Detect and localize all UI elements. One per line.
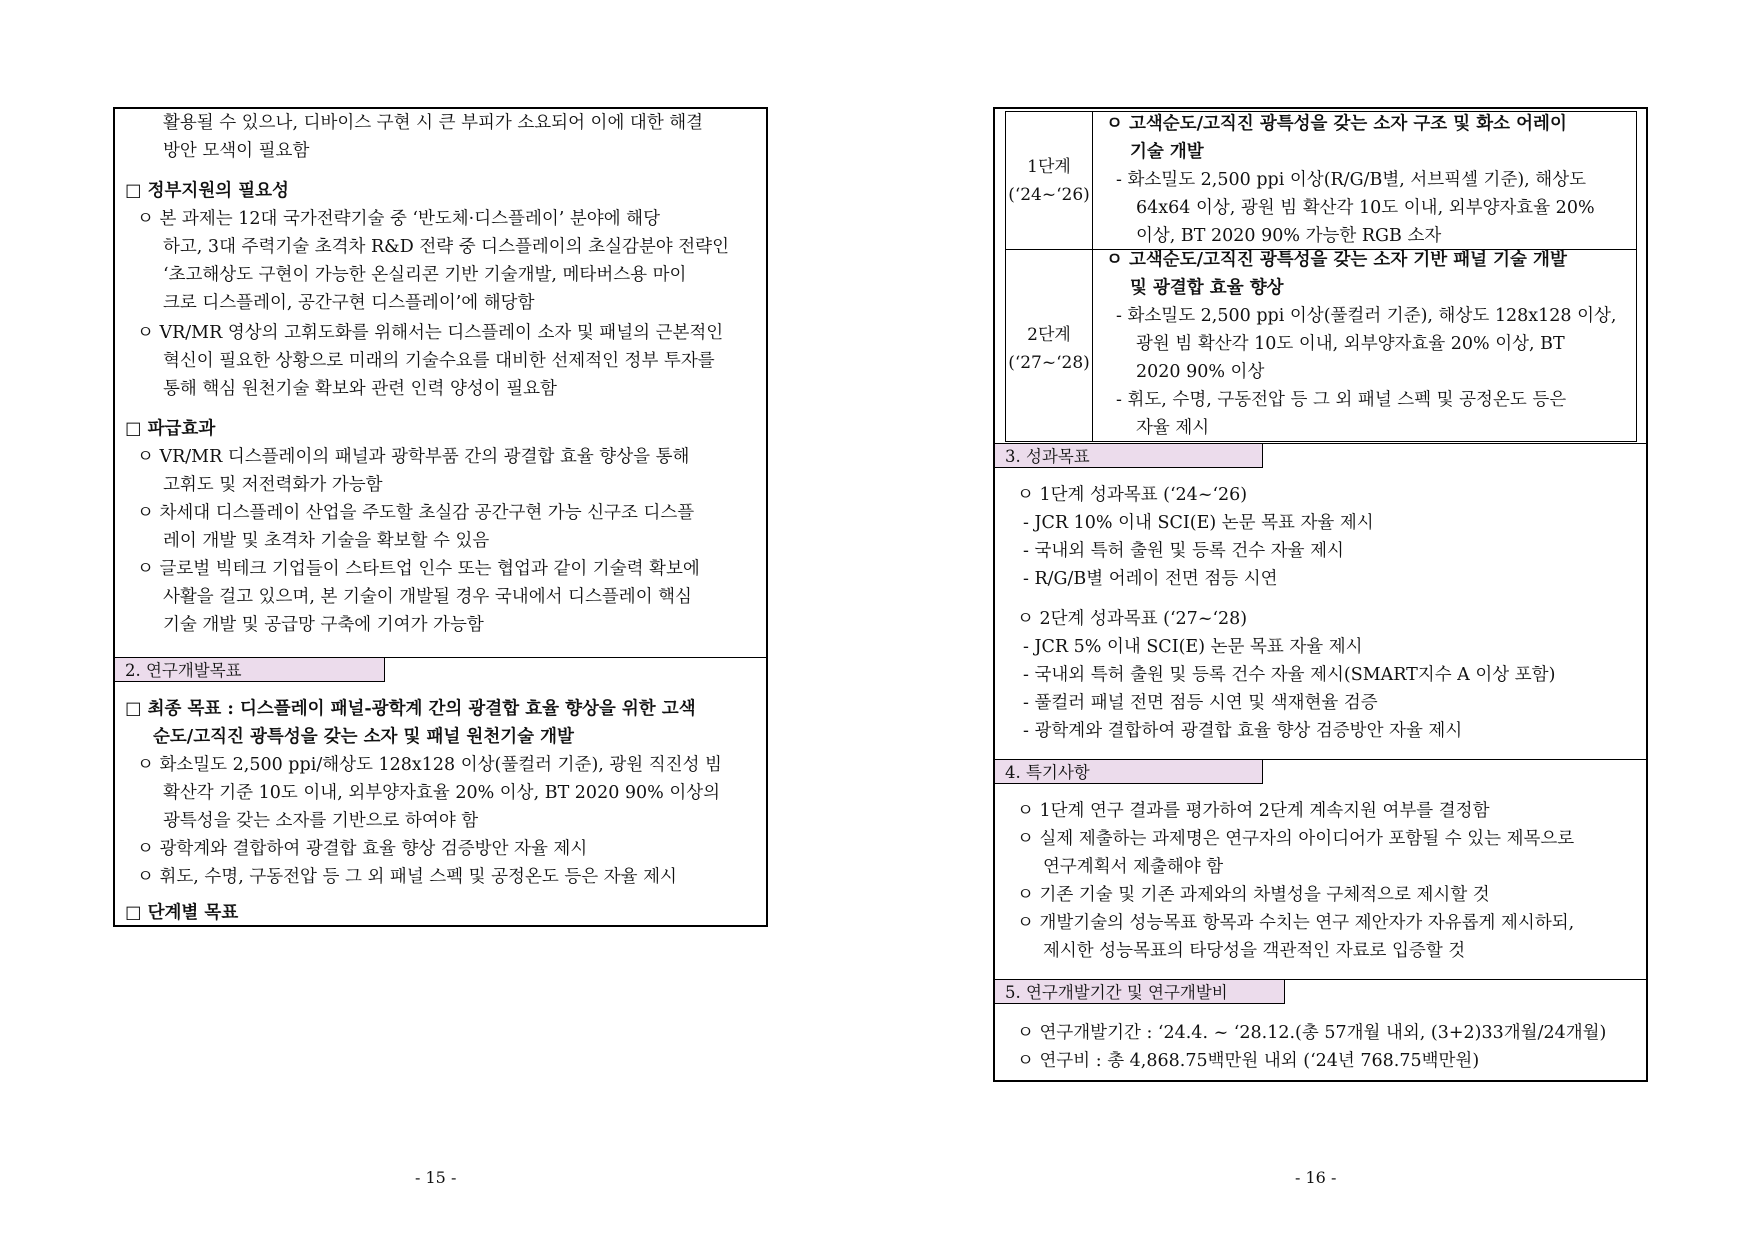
bullet-line: ㅇ 글로벌 빅테크 기업들이 스타트업 인수 또는 협업과 같이 기술력 확보에 [137, 559, 700, 579]
section-tag-research-goal: 2. 연구개발목표 [115, 657, 385, 682]
dash-line: - 국내외 특허 출원 및 등록 건수 자율 제시(SMART지수 A 이상 포함) [1023, 665, 1556, 685]
bullet-line: ㅇ 1단계 성과목표 (‘24~‘26) [1017, 485, 1248, 505]
text-line: 및 광결합 효율 향상 [1130, 278, 1284, 298]
dash-line: - 휘도, 수명, 구동전압 등 그 외 패널 스펙 및 공정온도 등은 [1116, 390, 1567, 410]
dash-line: - JCR 5% 이내 SCI(E) 논문 목표 자율 제시 [1023, 637, 1363, 657]
stage-table [1005, 111, 1637, 442]
bullet-line: ㅇ 화소밀도 2,500 ppi/해상도 128x128 이상(풀컬러 기준), 광원 직진성 빔 [137, 755, 722, 775]
text-line: 자율 제시 [1136, 418, 1210, 438]
bullet-line: ㅇ 연구비 : 총 4,868.75백만원 내외 (‘24년 768.75백만원) [1017, 1051, 1480, 1071]
bullet-line: ㅇ 본 과제는 12대 국가전략기술 중 ‘반도체·디스플레이’ 분야에 해당 [137, 209, 660, 229]
text-line: 확산각 기준 10도 이내, 외부양자효율 20% 이상, BT 2020 90% 이상의 [163, 783, 721, 803]
dash-line: - 국내외 특허 출원 및 등록 건수 자율 제시 [1023, 541, 1344, 561]
text-line: 사활을 걸고 있으며, 본 기술이 개발될 경우 국내에서 디스플레이 핵심 [163, 587, 692, 607]
bullet-line: ㅇ 차세대 디스플레이 산업을 주도할 초실감 공간구현 가능 신구조 디스플 [137, 503, 695, 523]
final-goal-heading-cont: 순도/고직진 광특성을 갖는 소자 및 패널 원천기술 개발 [153, 727, 574, 747]
text-line: 방안 모색이 필요함 [163, 141, 310, 161]
bullet-line: ㅇ 실제 제출하는 과제명은 연구자의 아이디어가 포함될 수 있는 제목으로 [1017, 829, 1575, 849]
stage1-label: 1단계 [1027, 157, 1071, 177]
section-tag-period-budget: 5. 연구개발기간 및 연구개발비 [995, 979, 1285, 1004]
text-line: 크로 디스플레이, 공간구현 디스플레이’에 해당함 [163, 293, 535, 313]
text-line: 2020 90% 이상 [1136, 362, 1265, 382]
bullet-line: ㅇ 기존 기술 및 기존 과제와의 차별성을 구체적으로 제시할 것 [1017, 885, 1490, 905]
bullet-line: ㅇ 1단계 연구 결과를 평가하여 2단계 계속지원 여부를 결정함 [1017, 801, 1490, 821]
text-line: 고휘도 및 저전력화가 가능함 [163, 475, 383, 495]
section-tag-special: 4. 특기사항 [995, 759, 1263, 784]
text-line: 이상, BT 2020 90% 가능한 RGB 소자 [1136, 226, 1442, 246]
text-line: 활용될 수 있으나, 디바이스 구현 시 큰 부피가 소요되어 이에 대한 해결 [163, 113, 704, 133]
bullet-line: ㅇ 2단계 성과목표 (‘27~‘28) [1017, 609, 1248, 629]
section-tag-performance: 3. 성과목표 [995, 443, 1263, 468]
dash-line: - 풀컬러 패널 전면 점등 시연 및 색재현율 검증 [1023, 693, 1378, 713]
left-page-box [113, 107, 768, 927]
right-page-box [993, 107, 1648, 1082]
text-line: 64x64 이상, 광원 빔 확산각 10도 이내, 외부양자효율 20% [1136, 198, 1595, 218]
bullet-line: ㅇ VR/MR 영상의 고휘도화를 위해서는 디스플레이 소자 및 패널의 근본적인 [137, 323, 724, 343]
final-goal-heading: □ 최종 목표 : 디스플레이 패널-광학계 간의 광결합 효율 향상을 위한 고색 [125, 699, 696, 719]
text-line: 기술 개발 및 공급망 구축에 기여가 가능함 [163, 615, 484, 635]
bullet-line: ㅇ 고색순도/고직진 광특성을 갖는 소자 구조 및 화소 어레이 [1106, 114, 1567, 134]
section-heading: □ 파급효과 [125, 419, 216, 439]
bullet-line: ㅇ 고색순도/고직진 광특성을 갖는 소자 기반 패널 기술 개발 [1106, 250, 1567, 270]
text-line: 광원 빔 확산각 10도 이내, 외부양자효율 20% 이상, BT [1136, 334, 1565, 354]
text-line: 제시한 성능목표의 타당성을 객관적인 자료로 입증할 것 [1043, 941, 1466, 961]
stage1-period: (‘24~‘26) [1008, 185, 1090, 205]
bullet-line: ㅇ 휘도, 수명, 구동전압 등 그 외 패널 스펙 및 공정온도 등은 자율 제시 [137, 867, 677, 887]
dash-line: - 광학계와 결합하여 광결합 효율 향상 검증방안 자율 제시 [1023, 721, 1463, 741]
bullet-line: ㅇ VR/MR 디스플레이의 패널과 광학부품 간의 광결합 효율 향상을 통해 [137, 447, 690, 467]
dash-line: - 화소밀도 2,500 ppi 이상(풀컬러 기준), 해상도 128x128 이상, [1116, 306, 1617, 326]
text-line: 연구계획서 제출해야 함 [1043, 857, 1224, 877]
dash-line: - 화소밀도 2,500 ppi 이상(R/G/B별, 서브픽셀 기준), 해상도 [1116, 170, 1587, 190]
bullet-line: ㅇ 광학계와 결합하여 광결합 효율 향상 검증방안 자율 제시 [137, 839, 588, 859]
section-heading: □ 정부지원의 필요성 [125, 181, 289, 201]
page-number: - 15 - [415, 1168, 457, 1187]
text-line: 레이 개발 및 초격차 기술을 확보할 수 있음 [163, 531, 490, 551]
text-line: 혁신이 필요한 상황으로 미래의 기술수요를 대비한 선제적인 정부 투자를 [163, 351, 715, 371]
page-number: - 16 - [1295, 1168, 1337, 1187]
dash-line: - JCR 10% 이내 SCI(E) 논문 목표 자율 제시 [1023, 513, 1374, 533]
text-line: 하고, 3대 주력기술 초격차 R&D 전략 중 디스플레이의 초실감분야 전략인 [163, 237, 729, 257]
section-heading: □ 단계별 목표 [125, 903, 239, 923]
bullet-line: ㅇ 연구개발기간 : ‘24.4. ~ ‘28.12.(총 57개월 내외, (3+2)33개월/24개월) [1017, 1023, 1607, 1043]
text-line: 통해 핵심 원천기술 확보와 관련 인력 양성이 필요함 [163, 379, 557, 399]
text-line: ‘초고해상도 구현이 가능한 온실리콘 기반 기술개발, 메타버스용 마이 [163, 265, 687, 285]
text-line: 광특성을 갖는 소자를 기반으로 하여야 함 [163, 811, 479, 831]
bullet-line: ㅇ 개발기술의 성능목표 항목과 수치는 연구 제안자가 자유롭게 제시하되, [1017, 913, 1575, 933]
dash-line: - R/G/B별 어레이 전면 점등 시연 [1023, 569, 1278, 589]
stage2-label: 2단계 [1027, 325, 1071, 345]
stage2-period: (‘27~‘28) [1008, 353, 1090, 373]
text-line: 기술 개발 [1130, 142, 1204, 162]
